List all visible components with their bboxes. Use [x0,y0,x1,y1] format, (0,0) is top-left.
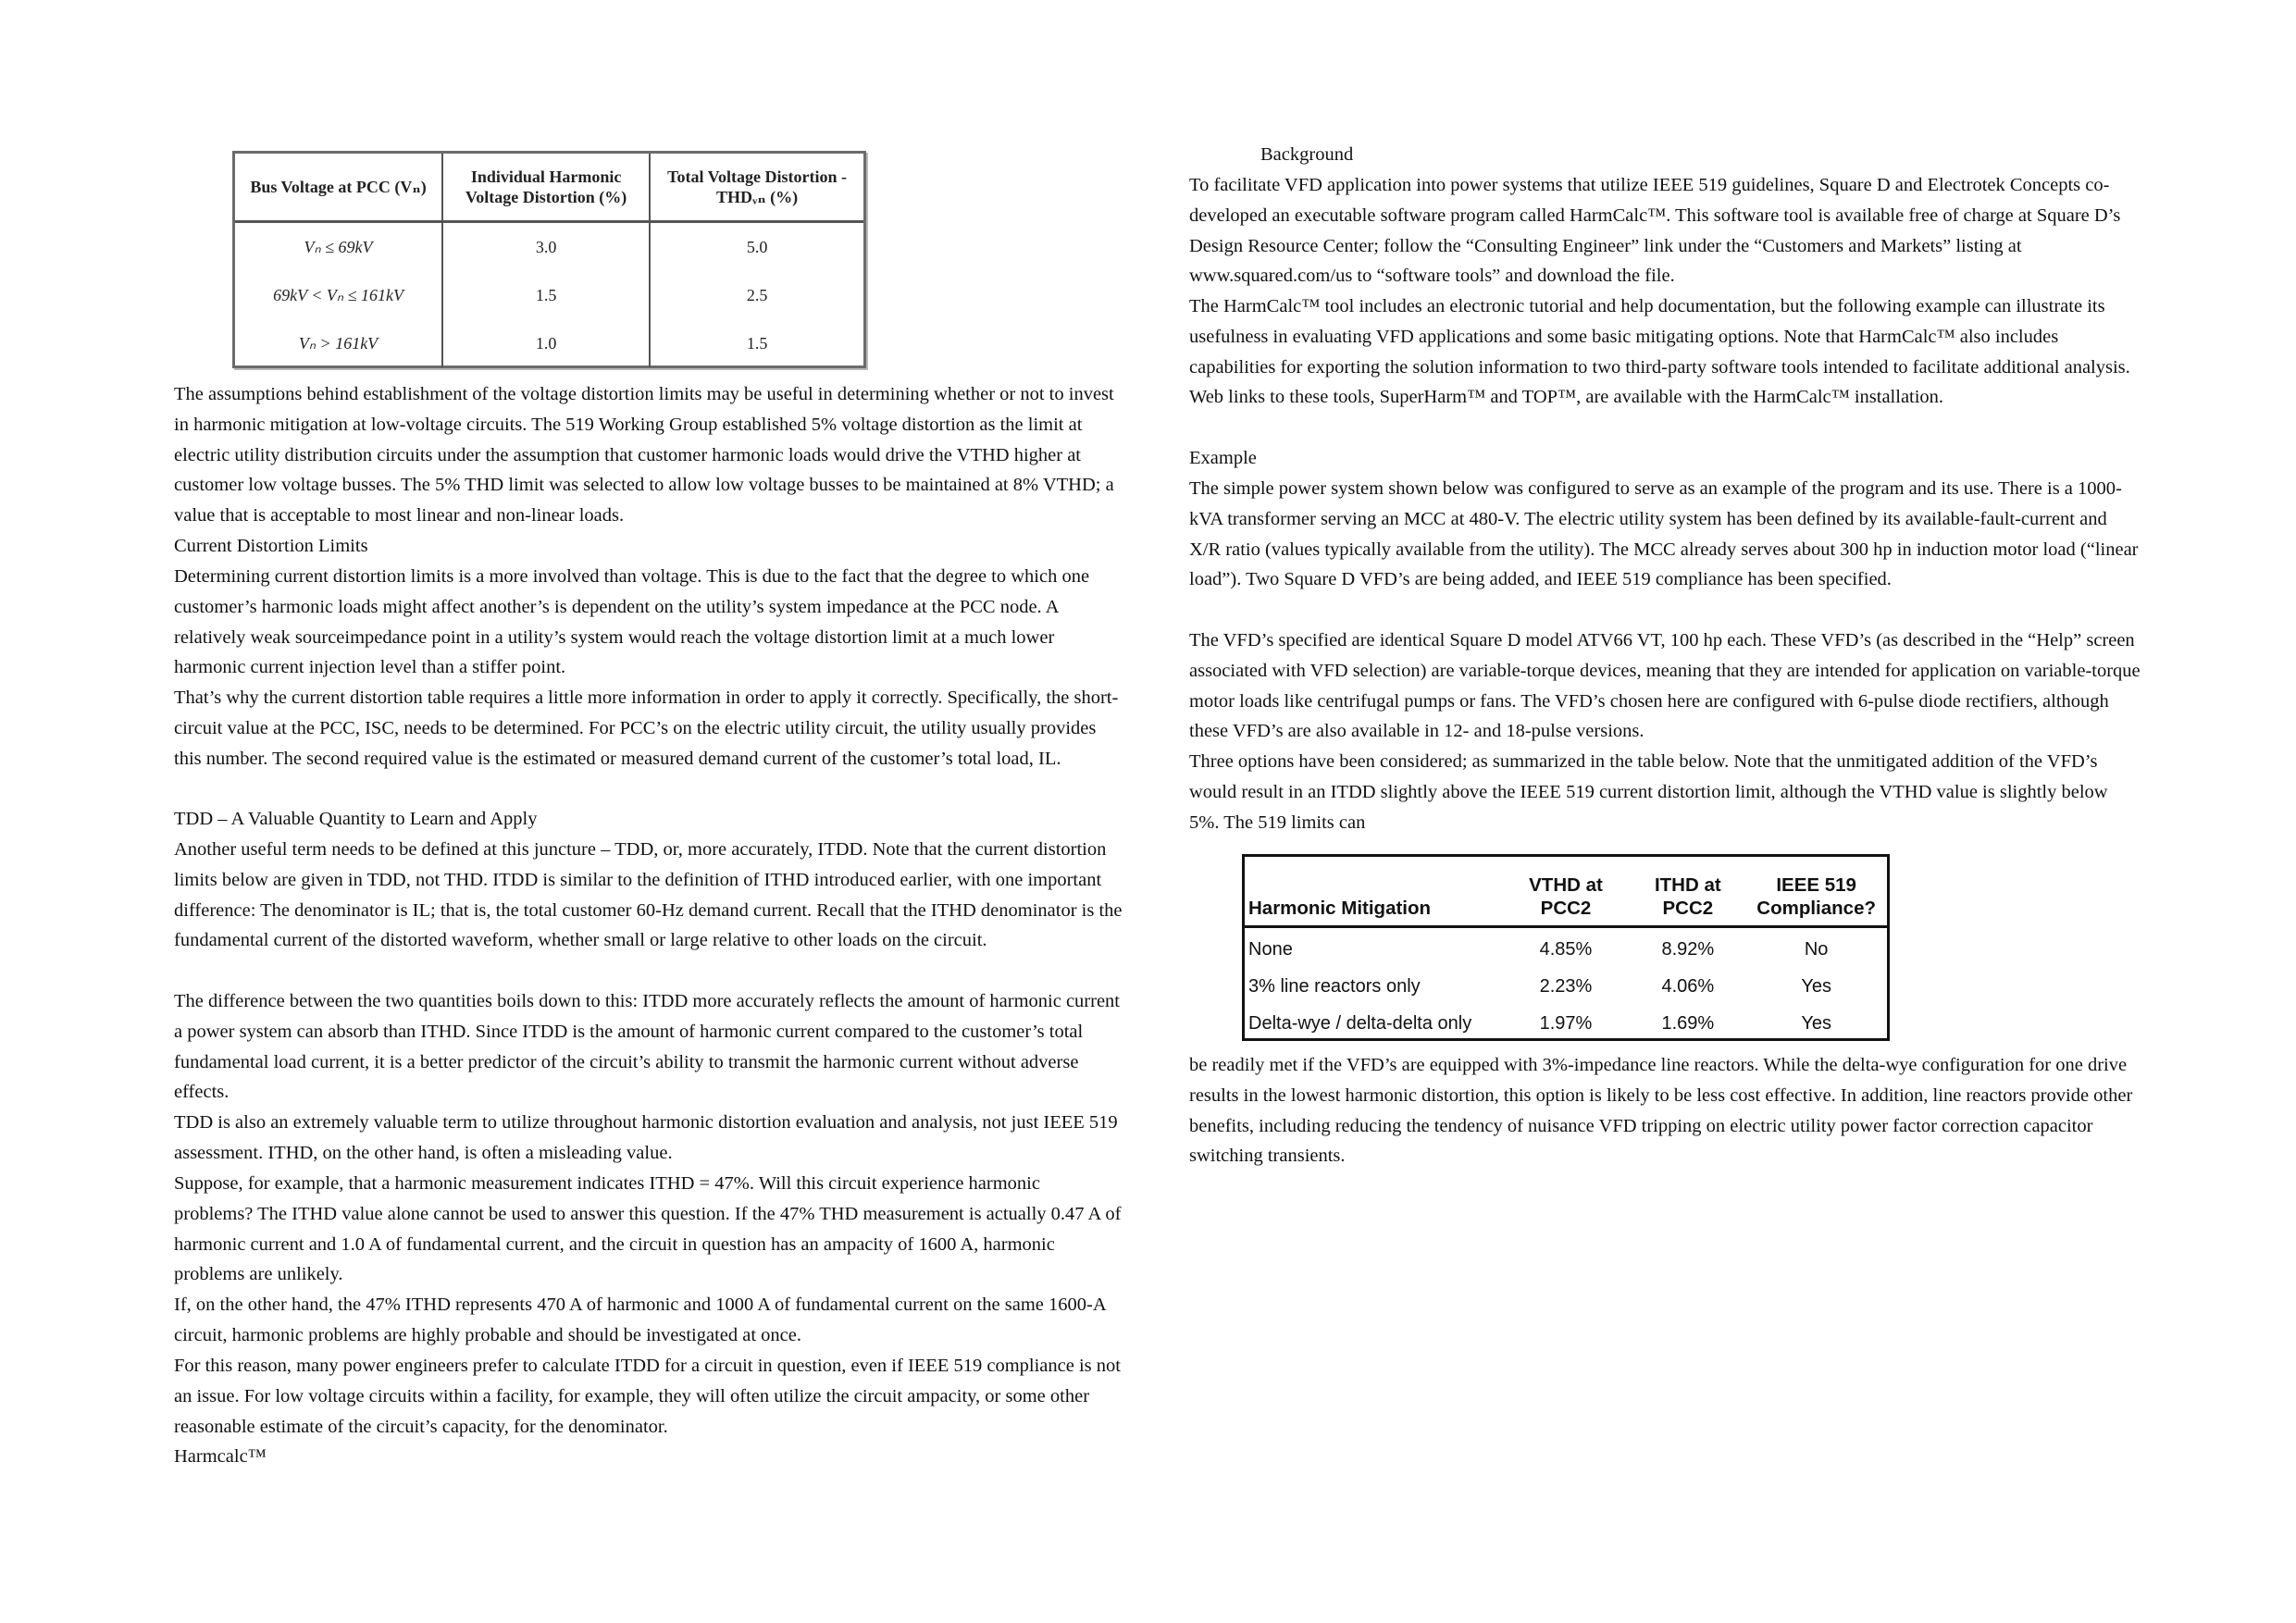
paragraph: Suppose, for example, that a harmonic measurement indicates ITHD = 47%. Will this circuit experience harmonic problems? The ITHD value alone cannot be used to answer this question. If the 47% THD measurement is actually 0.47 A of harmonic current and 1.0 A of fundamental current, and the circuit in question has an ampacity of 1600 A, harmonic problems are unlikely. [174,1173,1122,1285]
table-cell: 1.69% [1661,1012,1715,1034]
paragraph: If, on the other hand, the 47% ITHD represents 470 A of harmonic and 1000 A of fundamental current on the same 1600-A circuit, harmonic problems are highly probable and should be investigated at once. [174,1295,1106,1345]
paragraph: The VFD’s specified are identical Square D model ATV66 VT, 100 hp each. These VFD’s (as described in the “Help” screen associated with VFD selection) are variable-torque devices, meaning that they are intended for application on variable-torque motor loads like centrifugal pumps or fans. The VFD’s chosen here are configured with 6-pulse diode rectifiers, although these VFD’s are also available in 12- and 18-pulse versions. [1189,630,2141,742]
paragraph: That’s why the current distortion table requires a little more information in order to apply it correctly. Specifically, the short-circuit value at the PCC, ISC, needs to be determined. For PCC’s on the electric utility circuit, the utility usually provides this number. The second required value is the estimated or measured demand current of the customer’s total load, IL. [174,688,1119,769]
table-cell: 1.5 [650,319,863,367]
paragraph: The difference between the two quantities boils down to this: ITDD more accurately reflects the amount of harmonic current a power system can absorb than ITHD. Since ITDD is the amount of harmonic current compared to the customer’s total fundamental load current, it is a better predictor of the circuit’s ability to transmit the harmonic current without adverse effects. [174,991,1120,1103]
table-cell: No [1804,938,1829,960]
table-cell: 4.85% [1539,938,1593,960]
table-cell: Yes [1801,975,1831,997]
table-header-cell: Bus Voltage at PCC (Vₙ) [235,154,442,222]
table-cell: 2.5 [650,271,863,319]
section-heading-example: Example [1189,448,1257,468]
paragraph: be readily met if the VFD’s are equipped with 3%-impedance line reactors. While the delta-wye configuration for one drive results in the lowest harmonic distortion, this option is likely to be less cost effective. In addition, line reactors provide other benefits, including reducing the tendency of nuisance VFD tripping on electric utility power factor correction capacitor switching transients. [1189,1055,2133,1167]
section-heading-harmcalc: Harmcalc™ [174,1446,267,1467]
table-row [235,271,863,319]
section-heading-background: Background [1260,144,1354,165]
section-heading-tdd: TDD – A Valuable Quantity to Learn and Apply [174,809,538,829]
table-header-cell: IEEE 519 Compliance? [1745,857,1887,927]
harmonic-mitigation-table [1242,854,1890,1041]
table-cell: Vₙ ≤ 69kV [304,237,373,256]
table-cell: 1.0 [442,319,650,367]
section-heading-current-distortion: Current Distortion Limits [174,536,368,556]
paragraph: For this reason, many power engineers prefer to calculate ITDD for a circuit in question, even if IEEE 519 compliance is not an issue. For low voltage circuits within a facility, for example, they will often utilize the circuit ampacity, or some other reasonable estimate of the circuit’s capacity, for the denominator. [174,1356,1121,1437]
table-cell: 2.23% [1539,975,1593,997]
paragraph: To facilitate VFD application into power systems that utilize IEEE 519 guidelines, Square D and Electrotek Concepts co-developed an executable software program called HarmCalc™. This software tool is available free of charge at Square D’s Design Resource Center; follow the “Consulting Engineer” link under the “Customers and Markets” listing at www.squared.com/us to “software tools” and download the file. [1189,175,2121,287]
paragraph: TDD is also an extremely valuable term to utilize throughout harmonic distortion evaluation and analysis, not just IEEE 519 assessment. ITHD, on the other hand, is often a misleading value. [174,1112,1118,1163]
paragraph: The HarmCalc™ tool includes an electronic tutorial and help documentation, but the following example can illustrate its usefulness in evaluating VFD applications and some basic mitigating options. Note that HarmCalc™ also includes capabilities for exporting the solution information to two third-party software tools intended to facilitate additional analysis. Web links to these tools, SuperHarm™ and TOP™, are available with the HarmCalc™ installation. [1189,296,2130,408]
table-header-cell: Total Voltage Distortion - THDᵥₙ (%) [650,154,863,222]
table-header-cell: VTHD at PCC2 [1502,857,1631,927]
table-row [235,319,863,367]
table-row [1245,1005,1887,1042]
paragraph: The assumptions behind establishment of the voltage distortion limits may be useful in determining whether or not to invest in harmonic mitigation at low-voltage circuits. The 519 Working Group established 5% voltage distortion as the limit at electric utility distribution circuits under the assumption that customer harmonic loads would drive the VTHD higher at customer low voltage busses. The 5% THD limit was selected to allow low voltage busses to be maintained at 8% VTHD; a value that is acceptable to most linear and non-linear loads. [174,384,1114,527]
table-cell: 1.97% [1539,1012,1593,1034]
table-header-row [235,154,863,222]
paragraph: The simple power system shown below was configured to serve as an example of the program and its use. There is a 1000-kVA transformer serving an MCC at 480-V. The electric utility system has been defined by its available-fault-current and X/R ratio (values typically available from the utility). The MCC already serves about 300 hp in induction motor load (“linear load”). Two Square D VFD’s are being added, and IEEE 519 compliance has been specified. [1189,478,2139,590]
paragraph: Three options have been considered; as summarized in the table below. Note that the unmitigated addition of the VFD’s would result in an ITDD slightly above the IEEE 519 current distortion limit, although the VTHD value is slightly below 5%. The 519 limits can [1189,751,2108,833]
table-cell: 4.06% [1661,975,1715,997]
table-cell: 3.0 [442,222,650,272]
table-cell: Delta-wye / delta-delta only [1248,1012,1472,1034]
table-row [235,222,863,272]
table-cell: Yes [1801,1012,1831,1034]
table-row [1245,968,1887,1005]
paragraph: Another useful term needs to be defined at this juncture – TDD, or, more accurately, ITDD. Note that the current distortion limits below are given in TDD, not THD. ITDD is similar to the definition of ITHD introduced earlier, with one important difference: The denominator is IL; that is, the total customer 60-Hz demand current. Recall that the ITHD denominator is the fundamental current of the distorted waveform, whether small or large relative to other loads on the circuit. [174,839,1123,951]
table-cell: 5.0 [650,222,863,272]
voltage-distortion-limits-table [232,151,866,368]
table-cell: 8.92% [1661,938,1715,960]
table-cell: None [1248,938,1293,960]
table-cell: 3% line reactors only [1248,975,1421,997]
table-cell: 1.5 [442,271,650,319]
paragraph: Determining current distortion limits is a more involved than voltage. This is due to the fact that the degree to which one customer’s harmonic loads might affect another’s is dependent on the utility’s system impedance at the PCC node. A relatively weak sourceimpedance point in a utility’s system would reach the voltage distortion limit at a much lower harmonic current injection level than a stiffer point. [174,566,1090,678]
table-header-row [1245,857,1887,927]
table-header-cell: Harmonic Mitigation [1245,857,1502,927]
table-cell: Vₙ > 161kV [298,333,379,353]
table-header-cell: Individual Harmonic Voltage Distortion (%) [442,154,650,222]
table-row [1245,927,1887,969]
table-cell: 69kV < Vₙ ≤ 161kV [273,285,403,304]
table-header-cell: ITHD at PCC2 [1630,857,1745,927]
